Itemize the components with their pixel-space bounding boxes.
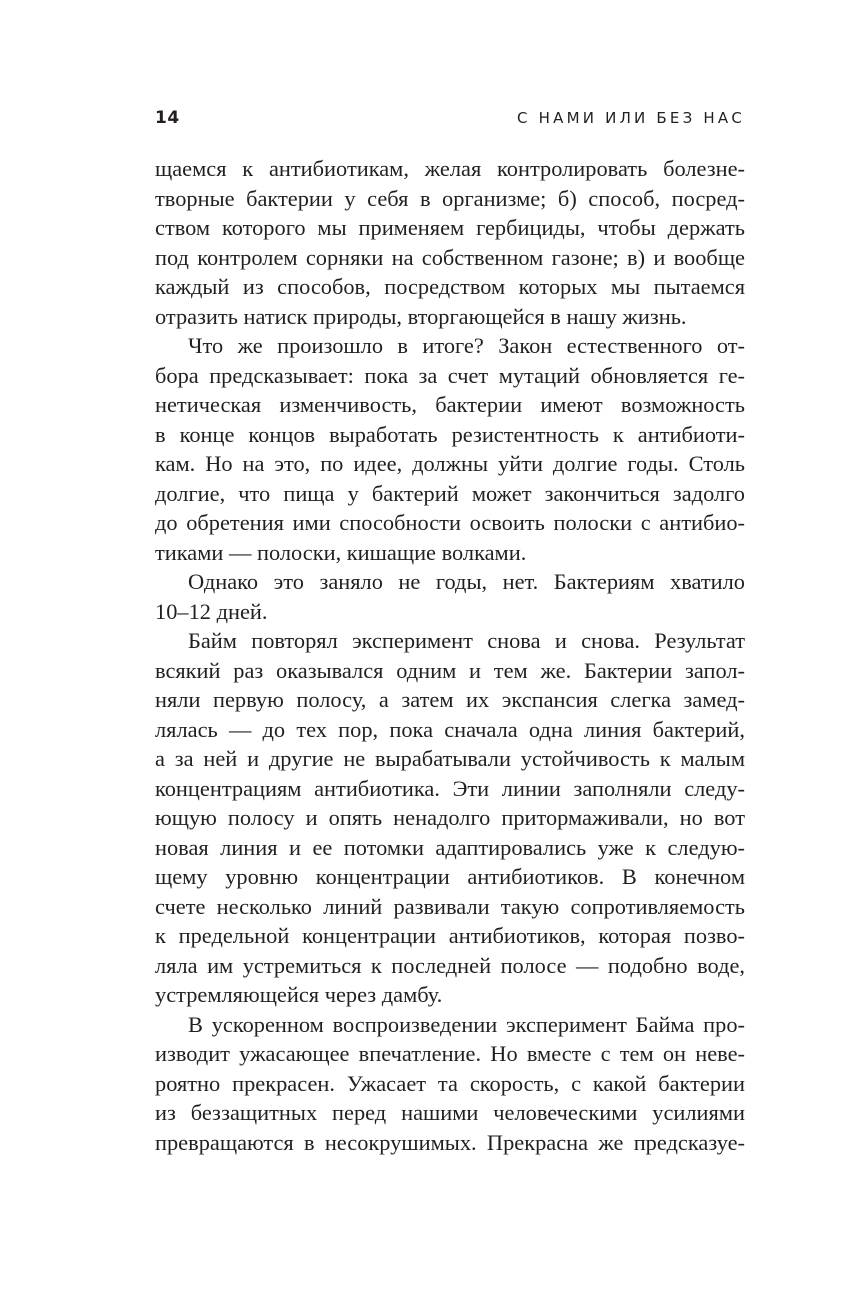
text-line: бора предсказывает: пока за счет мутаций обновляется ге- bbox=[155, 362, 745, 388]
text-line: Однако это заняло не годы, нет. Бактериям хватило bbox=[188, 569, 745, 594]
text-line: роятно прекрасен. Ужасает та скорость, с какой бактерии bbox=[155, 1070, 745, 1096]
paragraph bbox=[155, 626, 745, 1010]
text-line: творные бактерии у себя в организме; б) способ, посред- bbox=[155, 185, 745, 211]
text-line: к предельной концентрации антибиотиков, которая позво- bbox=[155, 923, 745, 948]
text-line: до обретения ими способности освоить полоски с антибио- bbox=[155, 510, 745, 535]
paragraph bbox=[155, 154, 745, 331]
paragraph bbox=[155, 1010, 745, 1158]
page-number: 14 bbox=[155, 108, 180, 128]
text-line: превращаются в несокрушимых. Прекрасна же предсказуе- bbox=[155, 1129, 745, 1155]
text-line: устремляющейся через дамбу. bbox=[155, 982, 443, 1007]
text-line: всякий раз оказывался одним и тем же. Бактерии запол- bbox=[155, 657, 745, 683]
text-line: кам. Но на это, по идее, должны уйти долгие годы. Столь bbox=[155, 451, 745, 476]
paragraph bbox=[155, 567, 745, 626]
text-line: под контролем сорняки на собственном газоне; в) и вообще bbox=[155, 244, 745, 270]
running-title: С НАМИ ИЛИ БЕЗ НАС bbox=[517, 109, 745, 127]
text-line: счете несколько линий развивали такую сопротивляемость bbox=[155, 893, 745, 919]
text-line: Что же произошло в итоге? Закон естественного от- bbox=[188, 333, 745, 358]
text-line: из беззащитных перед нашими человеческими усилиями bbox=[155, 1100, 745, 1125]
text-line: нетическая изменчивость, бактерии имеют возможность bbox=[155, 392, 745, 417]
text-line: долгие, что пища у бактерий может закончиться задолго bbox=[155, 480, 745, 506]
text-line: 10–12 дней. bbox=[155, 598, 268, 624]
text-line: изводит ужасающее впечатление. Но вместе с тем он неве- bbox=[155, 1041, 745, 1066]
text-line: тиками — полоски, кишащие волками. bbox=[155, 539, 527, 565]
running-header bbox=[155, 104, 745, 132]
paragraph bbox=[155, 331, 745, 567]
text-line: ством которого мы применяем гербициды, чтобы держать bbox=[155, 215, 745, 240]
text-line: а за ней и другие не вырабатывали устойчивость к малым bbox=[155, 746, 745, 771]
text-line: В ускоренном воспроизведении эксперимент Байма про- bbox=[188, 1011, 745, 1037]
text-line: каждый из способов, посредством которых мы пытаемся bbox=[155, 274, 745, 299]
text-line: щаемся к антибиотикам, желая контролировать болезне- bbox=[155, 156, 745, 181]
text-line: ляла им устремиться к последней полосе — подобно воде, bbox=[155, 952, 745, 978]
text-line: новая линия и ее потомки адаптировались уже к следую- bbox=[155, 834, 745, 860]
body-text bbox=[155, 154, 745, 1157]
text-line: в конце концов выработать резистентность к антибиоти- bbox=[155, 421, 745, 447]
text-line: Байм повторял эксперимент снова и снова. Результат bbox=[188, 628, 745, 653]
text-line: концентрациям антибиотика. Эти линии заполняли следу- bbox=[155, 775, 745, 801]
text-line: отразить натиск природы, вторгающейся в нашу жизнь. bbox=[155, 303, 687, 329]
text-line: ющую полосу и опять ненадолго притормаживали, но вот bbox=[155, 805, 745, 830]
text-line: лялась — до тех пор, пока сначала одна линия бактерий, bbox=[155, 716, 745, 742]
text-line: щему уровню концентрации антибиотиков. В конечном bbox=[155, 864, 745, 889]
text-line: няли первую полосу, а затем их экспансия слегка замед- bbox=[155, 687, 745, 712]
